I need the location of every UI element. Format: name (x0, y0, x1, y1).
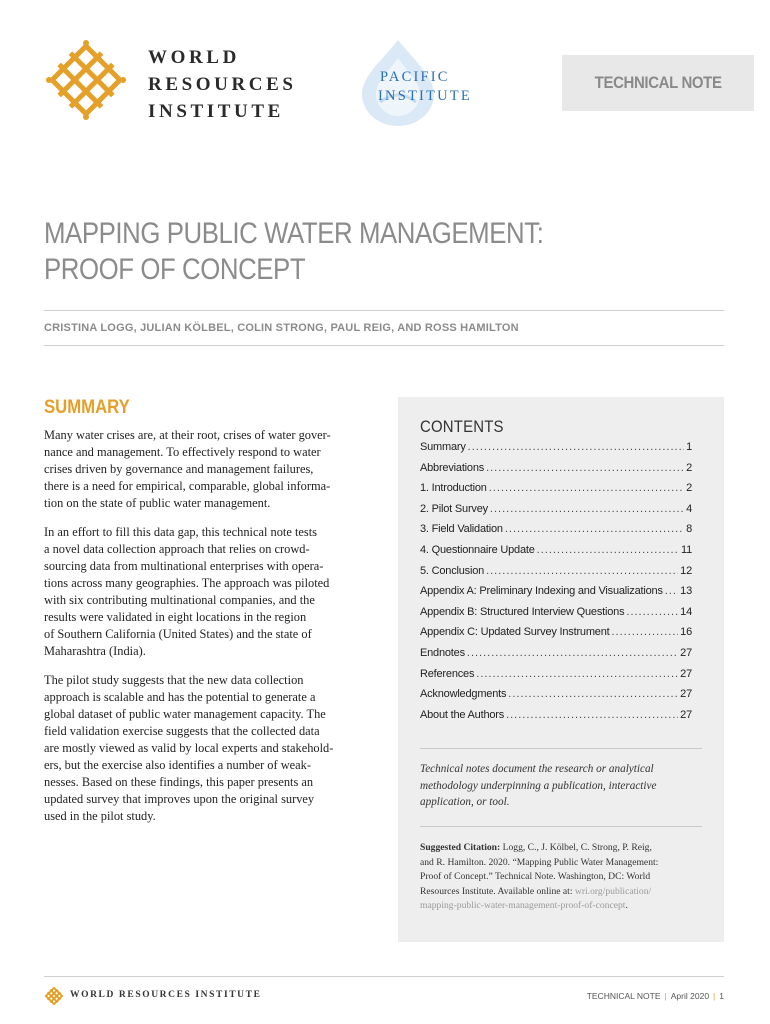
text-line: there is a need for empirical, comparable, global informa- (44, 479, 331, 493)
text-line: ers, but the exercise also identifies a number of weak- (44, 758, 311, 772)
text-line: results were validated in eight locations in the region (44, 610, 307, 624)
text-line: with six contributing multinational companies, and the (44, 593, 315, 607)
toc-item[interactable] (420, 503, 692, 524)
text-line: . (625, 900, 628, 911)
toc-label: References (420, 667, 475, 680)
wri-wordmark (148, 44, 297, 125)
text-line: application, or tool. (420, 796, 510, 808)
divider (44, 345, 724, 346)
toc-label: About the Authors (420, 708, 505, 721)
toc-leader (537, 544, 679, 556)
toc-page: 12 (680, 564, 692, 577)
text-line: tions across many geographies. The approach was piloted (44, 576, 330, 590)
toc-page: 16 (680, 626, 692, 639)
summary-paragraph (44, 427, 369, 512)
pacific-wordmark (378, 68, 472, 106)
toc-page: 27 (680, 708, 692, 721)
toc-item[interactable] (420, 668, 692, 689)
toc-page: 8 (686, 523, 692, 536)
toc-leader (489, 482, 684, 494)
summary-heading: SUMMARY (44, 397, 130, 418)
text-line: and R. Hamilton. 2020. “Mapping Public Water Management: (420, 856, 659, 868)
footer-note-label: TECHNICAL NOTE (586, 991, 661, 1001)
contents-heading: CONTENTS (420, 417, 504, 436)
summary-paragraph (44, 524, 369, 660)
toc-leader (476, 668, 678, 680)
technical-note-badge (562, 55, 754, 111)
suggested-citation (420, 841, 704, 914)
text-line: used in the pilot study. (44, 809, 156, 823)
summary-body (44, 427, 369, 837)
toc-item[interactable] (420, 565, 692, 586)
text-line: nance and management. To effectively respond to water (44, 445, 321, 459)
wri-line-3: INSTITUTE (148, 101, 284, 122)
toc-label: Appendix C: Updated Survey Instrument (420, 626, 610, 639)
text-line: approach is scalable and has the potential to generate a (44, 690, 316, 704)
text-line: tion on the state of public water management. (44, 496, 271, 510)
toc-item[interactable] (420, 709, 692, 730)
text-line: In an effort to fill this data gap, this technical note tests (44, 525, 317, 539)
toc-page: 2 (686, 461, 692, 474)
summary-paragraph (44, 672, 369, 825)
footer-divider (44, 976, 724, 977)
text-line: methodology underpinning a publication, interactive (420, 779, 657, 792)
text-line: Maharashtra (India). (44, 644, 146, 658)
toc-item[interactable] (420, 482, 692, 503)
toc-page: 27 (680, 646, 692, 659)
contents-divider (420, 748, 702, 749)
toc-page: 2 (686, 482, 692, 495)
title-line-2: PROOF OF CONCEPT (44, 253, 306, 286)
toc-item[interactable] (420, 441, 692, 462)
toc-leader (611, 626, 678, 638)
text-line: crises driven by governance and management failures, (44, 462, 314, 476)
wri-logo-icon (44, 38, 128, 122)
toc-label: Appendix B: Structured Interview Questions (420, 605, 625, 618)
citation-link[interactable]: mapping-public-water-management-proof-of-concept (420, 900, 626, 911)
wri-line-2: RESOURCES (148, 74, 297, 95)
technical-note-description (420, 761, 700, 811)
toc-label: 5. Conclusion (420, 564, 485, 577)
text-line: Proof of Concept.” Technical Note. Washington, DC: World (420, 871, 651, 882)
toc-leader (468, 441, 684, 453)
toc-label: Summary (420, 441, 466, 453)
toc-leader (506, 709, 678, 721)
pacific-line-1: PACIFIC (380, 69, 450, 85)
toc-page: 14 (680, 605, 692, 618)
toc-leader (490, 503, 684, 515)
document-title (44, 216, 594, 288)
toc-page: 13 (680, 585, 692, 598)
text-line: sourcing data from multinational enterprises with opera- (44, 559, 324, 573)
footer-separator: | (664, 991, 667, 1001)
footer-page-info (587, 991, 724, 1001)
toc-page: 27 (680, 667, 692, 680)
text-line: The pilot study suggests that the new data collection (44, 673, 304, 687)
toc-page: 1 (686, 441, 692, 453)
wri-footer-logo-icon (44, 986, 64, 1006)
toc-label: 3. Field Validation (420, 523, 503, 536)
table-of-contents (420, 441, 692, 729)
wri-line-1: WORLD (148, 47, 240, 68)
text-line: global dataset of public water management capacity. The (44, 707, 326, 721)
text-line: nesses. Based on these findings, this paper presents an (44, 775, 314, 789)
pacific-line-2: INSTITUTE (378, 88, 472, 104)
toc-item[interactable] (420, 626, 692, 647)
footer-page-number: 1 (719, 991, 724, 1001)
toc-item[interactable] (420, 688, 692, 709)
toc-page: 4 (686, 502, 692, 515)
toc-item[interactable] (420, 544, 692, 565)
toc-leader (508, 688, 678, 700)
citation-label: Suggested Citation: (420, 842, 501, 853)
contents-divider (420, 826, 702, 827)
toc-leader (467, 647, 678, 659)
citation-link[interactable]: wri.org/publication/ (574, 885, 652, 897)
toc-page: 11 (680, 543, 692, 556)
text-line: Logg, C., J. Kölbel, C. Strong, P. Reig, (500, 842, 652, 853)
toc-leader (505, 523, 684, 535)
text-line: updated survey that improves upon the original survey (44, 792, 315, 806)
toc-leader (486, 462, 684, 474)
divider (44, 310, 724, 311)
toc-item[interactable] (420, 462, 692, 483)
toc-label: Endnotes (420, 646, 465, 659)
text-line: Resources Institute. Available online at: (420, 885, 575, 897)
contents-panel (398, 397, 724, 942)
technical-note-badge-label: TECHNICAL NOTE (594, 73, 722, 92)
authors: CRISTINA LOGG, JULIAN KÖLBEL, COLIN STRONG, PAUL REIG, AND ROSS HAMILTON (44, 322, 519, 334)
text-line: Many water crises are, at their root, crises of water gover- (44, 428, 331, 442)
toc-leader (486, 565, 678, 577)
toc-label: Acknowledgments (420, 688, 507, 701)
toc-label: 2. Pilot Survey (420, 502, 488, 515)
text-line: a novel data collection approach that relies on crowd- (44, 542, 310, 556)
toc-item[interactable] (420, 585, 692, 606)
toc-leader (626, 606, 678, 618)
footer-separator: | (713, 991, 716, 1001)
text-line: are mostly viewed as valid by local experts and stakehold- (44, 741, 334, 755)
toc-item[interactable] (420, 647, 692, 668)
toc-label: 1. Introduction (420, 482, 487, 495)
toc-label: Appendix A: Preliminary Indexing and Visualizations (420, 585, 663, 598)
text-line: field validation exercise suggests that the collected data (44, 724, 320, 738)
toc-item[interactable] (420, 606, 692, 627)
footer-date: April 2020 (670, 991, 710, 1001)
toc-page: 27 (680, 688, 692, 701)
title-line-1: MAPPING PUBLIC WATER MANAGEMENT: (44, 217, 544, 250)
text-line: Technical notes document the research or analytical (420, 763, 654, 775)
toc-label: 4. Questionnaire Update (420, 543, 535, 556)
toc-label: Abbreviations (420, 461, 485, 474)
footer-org-name: WORLD RESOURCES INSTITUTE (70, 990, 262, 1000)
toc-item[interactable] (420, 523, 692, 544)
text-line: of Southern California (United States) and the state of (44, 627, 312, 641)
toc-leader (665, 585, 678, 597)
